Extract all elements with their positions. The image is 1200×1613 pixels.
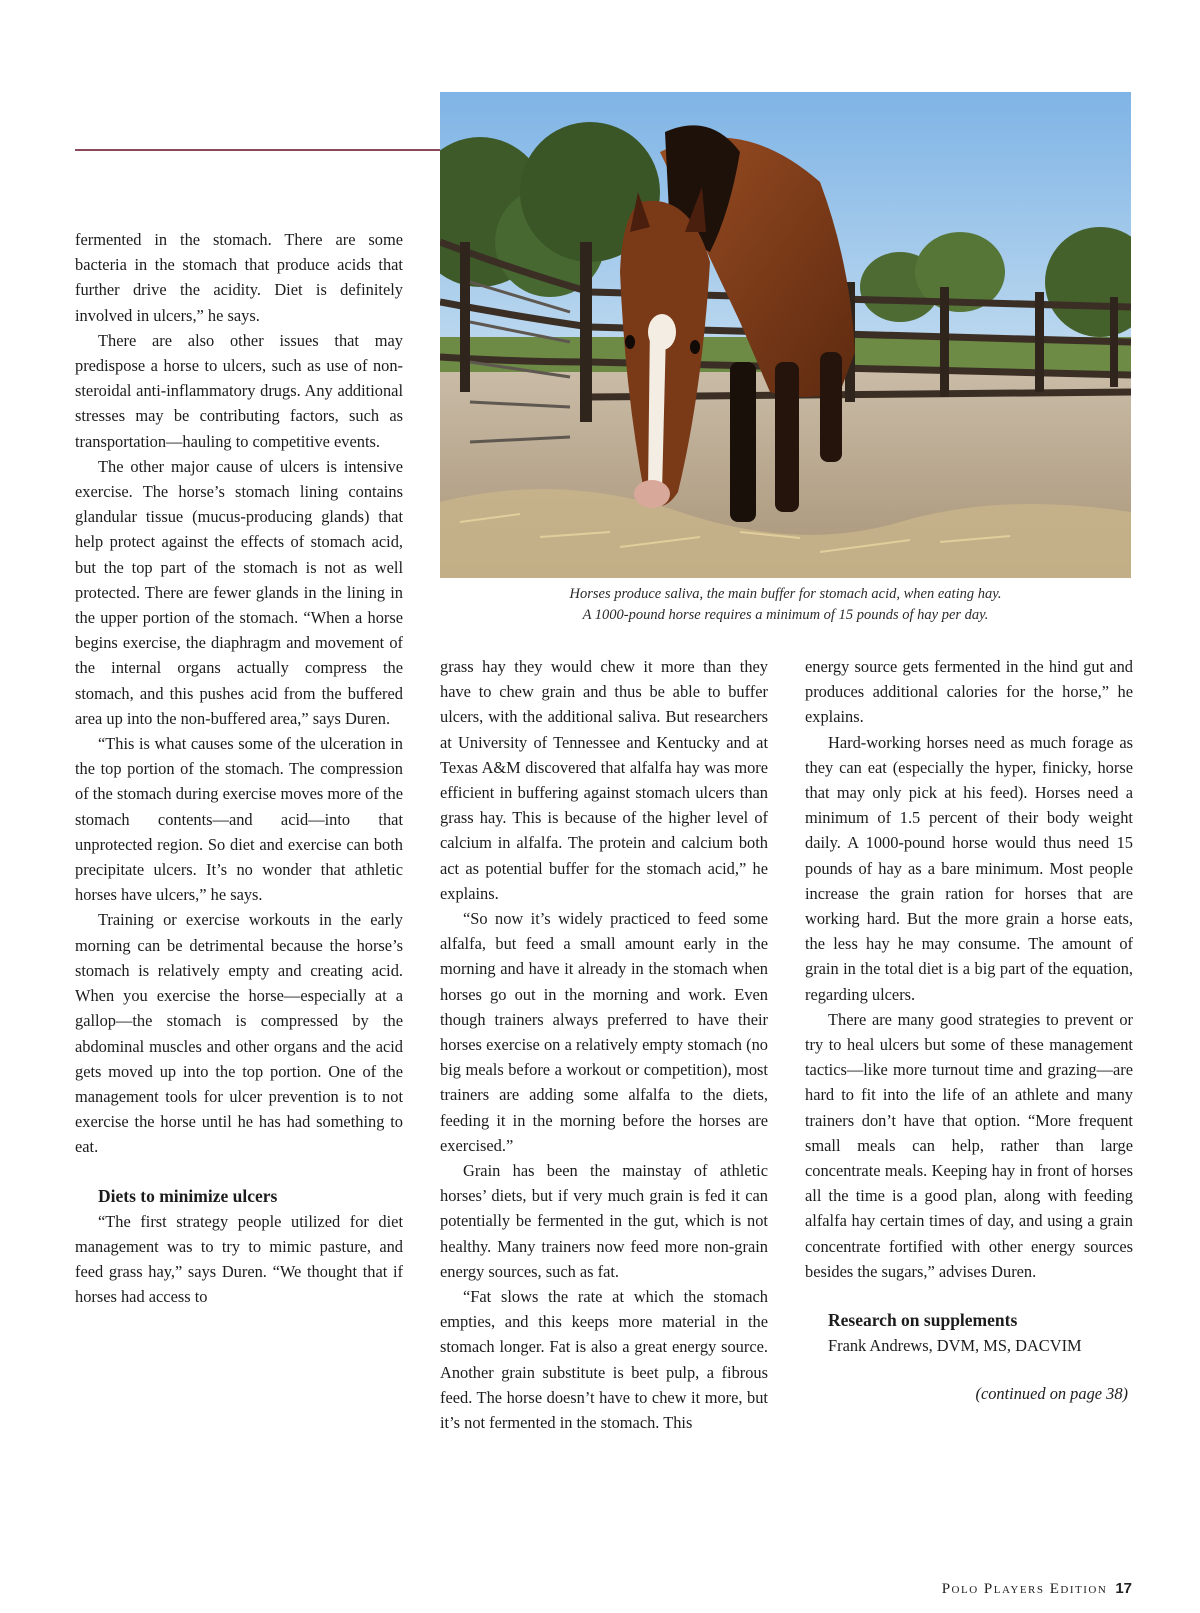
paragraph: “The first strategy people utilized for diet management was to try to mimic pasture, and feed grass hay,” says Duren. “We thought that if horses had access to	[75, 1211, 403, 1307]
section-heading-supplements: Research on supplements	[828, 1310, 1018, 1331]
section-heading-diets: Diets to minimize ulcers	[98, 1185, 278, 1206]
paragraph: “So now it’s widely practiced to feed some alfalfa, but feed a small amount early in the morning and have it already in the stomach when horses go out in the morning and work. Even though trainers always preferred to have their horses exercise on a relatively empty stomach (no big meals before a workout or competition), most trainers are adding some alfalfa to the diets, feeding it in the morning before the horses are exercised.”	[440, 909, 768, 1155]
caption-line-2: A 1000-pound horse requires a minimum of 15 pounds of hay per day.	[582, 607, 989, 623]
photo-caption	[440, 584, 1131, 626]
paragraph: There are many good strategies to prevent or try to heal ulcers but some of these management tactics—like more turnout time and grazing—are hard to fit into the life of an athlete and many trainers don’t have that option. “More frequent small meals can help, rather than large concentrate meals. Keeping hay in front of horses all the time is a good plan, along with feeding alfalfa hay certain times of day, and using a grain concentrate fortified with other energy sources besides the sugars,” advises Duren.	[805, 1009, 1133, 1281]
paragraph: The other major cause of ulcers is intensive exercise. The horse’s stomach lining contains glandular tissue (mucus-producing glands) that help protect against the effects of stomach acid, but the top part of the stomach is not as well protected. There are fewer glands in the lining in the upper portion of the stomach. “When a horse begins exercise, the diaphragm and movement of the internal organs actually compress the stomach, and this pushes acid from the buffered area up into the non-buffered area,” says Duren.	[75, 456, 403, 728]
article-column-2	[440, 654, 768, 1435]
article-column-1	[75, 227, 403, 1310]
page-footer	[942, 1580, 1132, 1598]
paragraph: Frank Andrews, DVM, MS, DACVIM	[828, 1336, 1082, 1356]
page-number: 17	[1115, 1580, 1132, 1597]
paragraph: Hard-working horses need as much forage as they can eat (especially the hyper, finicky, horse that may only pick at his feed). Horses need a minimum of 1.5 percent of their body weight daily. A 1000-pound horse would thus need 15 pounds of hay as a bare minimum. Most people increase the grain ration for horses that are working hard. But the more grain a horse eats, the less hay he may consume. The amount of grain in the total diet is a big part of the equation, regarding ulcers.	[805, 732, 1133, 1004]
horse-illustration	[440, 92, 1131, 578]
publication-name: Polo Players Edition	[941, 1581, 1108, 1597]
horse-photo	[440, 92, 1131, 578]
continued-notice: (continued on page 38)	[975, 1384, 1128, 1404]
paragraph: There are also other issues that may predispose a horse to ulcers, such as use of non-steroidal anti-inflammatory drugs. Any additional stresses may be contributing factors, such as transportation—hauling to competitive events.	[75, 330, 403, 451]
paragraph: fermented in the stomach. There are some bacteria in the stomach that produce acids that further drive the acidity. Diet is definitely involved in ulcers,” he says.	[75, 230, 403, 325]
article-column-3	[805, 654, 1133, 1407]
paragraph: Grain has been the mainstay of athletic horses’ diets, but if very much grain is fed it can potentially be fermented in the gut, which is not healthy. Many trainers now feed more non-grain energy sources, such as fat.	[440, 1161, 768, 1281]
caption-line-1: Horses produce saliva, the main buffer for stomach acid, when eating hay.	[569, 586, 1002, 602]
paragraph: “Fat slows the rate at which the stomach empties, and this keeps more material in the stomach longer. Fat is also a great energy source. Another grain substitute is beet pulp, a fibrous feed. The horse doesn’t have to chew it more, but it’s not fermented in the stomach. This	[440, 1287, 768, 1433]
paragraph: grass hay they would chew it more than they have to chew grain and thus be able to buffer ulcers, with the additional saliva. But researchers at University of Tennessee and Kentucky and at Texas A&M discovered that alfalfa hay was more efficient in buffering against stomach ulcers than grass hay. This is because of the higher level of calcium in alfalfa. The protein and calcium both act as potential buffer for the stomach acid,” he explains.	[440, 657, 768, 903]
paragraph: Training or exercise workouts in the early morning can be detrimental because the horse’s stomach is relatively empty and creating acid. When you exercise the horse—especially at a gallop—the stomach is compressed by the abdominal muscles and other organs and the acid gets moved up into the top portion. One of the management tools for ulcer prevention is to not exercise the horse until he has had something to eat.	[75, 910, 403, 1157]
paragraph: energy source gets fermented in the hind gut and produces additional calories for the horse,” he explains.	[805, 657, 1133, 727]
paragraph: “This is what causes some of the ulceration in the top portion of the stomach. The compression of the stomach during exercise moves more of the stomach contents—and acid—into that unprotected region. So diet and exercise can both precipitate ulcers. It’s no wonder that athletic horses have ulcers,” he says.	[75, 734, 403, 905]
header-rule	[75, 149, 440, 151]
